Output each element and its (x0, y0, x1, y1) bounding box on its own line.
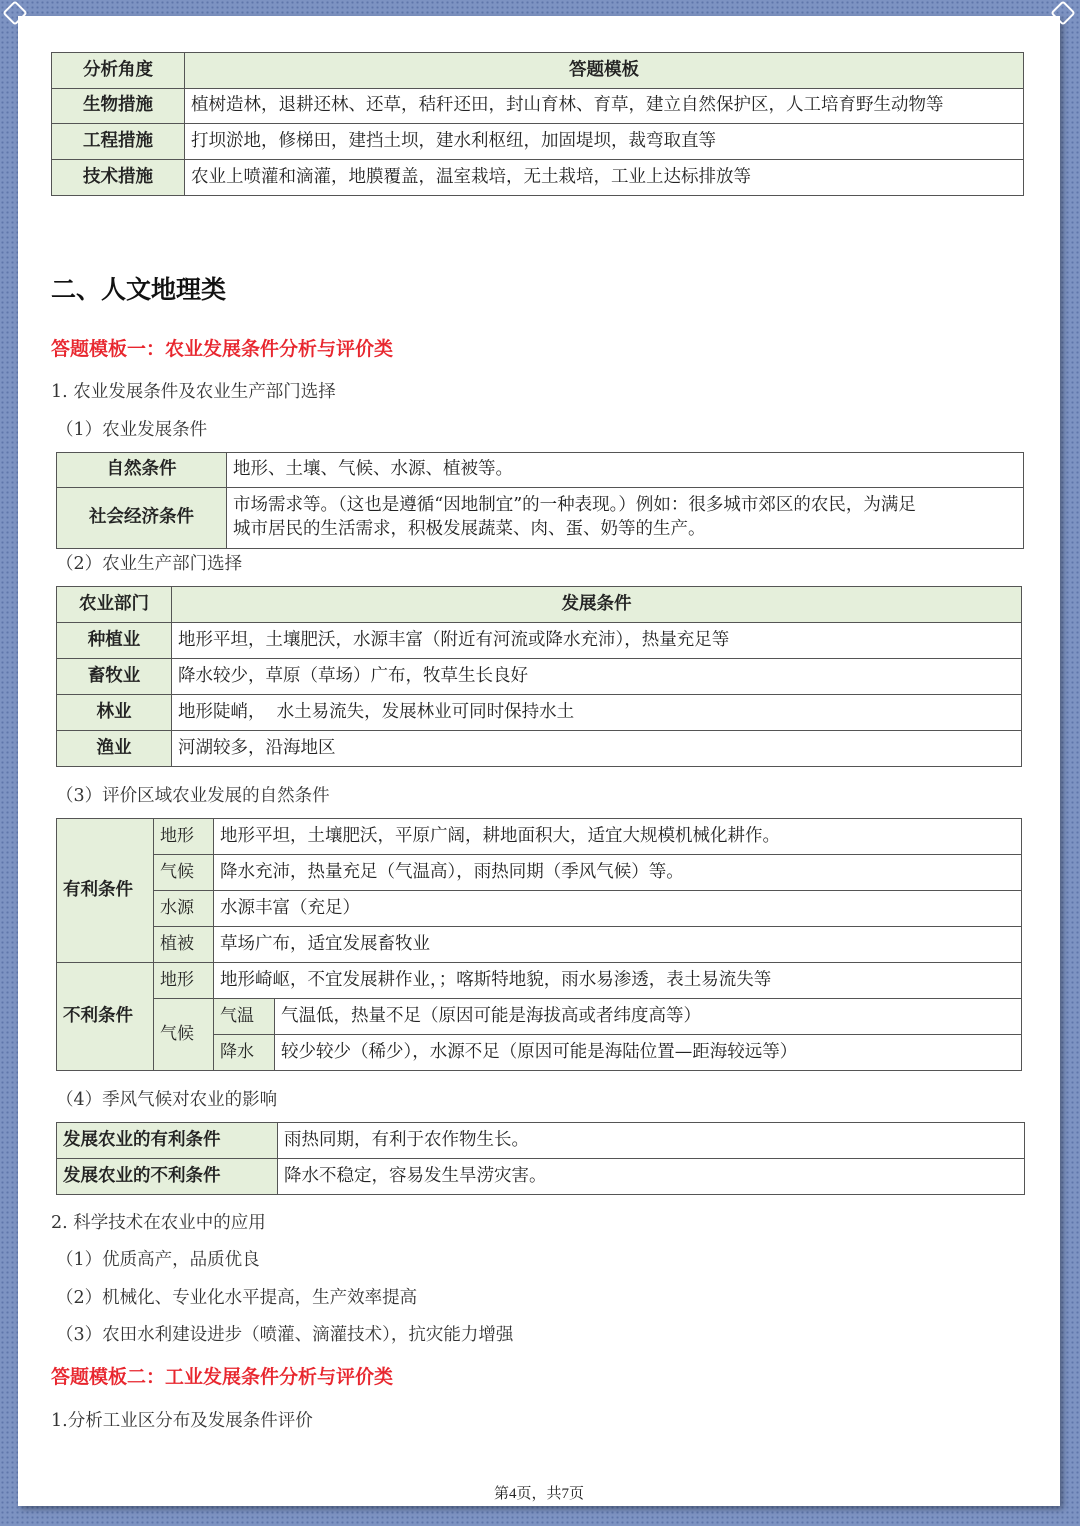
row-text: 农业上喷灌和滴灌，地膜覆盖，温室栽培，无土栽培，工业上达标排放等 (185, 160, 1024, 196)
row-label: 自然条件 (57, 453, 227, 488)
paragraph: （2）农业生产部门选择 (56, 554, 243, 574)
factor-cell: 地形 (154, 819, 214, 855)
section-title: 二、人文地理类 (51, 275, 227, 304)
template-two-title: 答题模板二：工业发展条件分析与评价类 (51, 1366, 394, 1388)
paragraph: （4）季风气候对农业的影响 (56, 1090, 278, 1110)
monsoon-table (56, 1122, 1025, 1195)
table-header: 分析角度 (52, 53, 185, 89)
row-label: 发展农业的有利条件 (57, 1123, 278, 1159)
row-text: 雨热同期，有利于农作物生长。 (278, 1123, 1025, 1159)
factor-text: 气温低，热量不足（原因可能是海拔高或者纬度高等） (275, 999, 1022, 1035)
paragraph: 2. 科学技术在农业中的应用 (51, 1213, 266, 1233)
factor-text: 较少较少（稀少），水源不足（原因可能是海陆位置—距海较远等） (275, 1035, 1022, 1071)
sector-table (56, 586, 1022, 767)
factor-text: 水源丰富（充足） (214, 891, 1022, 927)
table-header: 农业部门 (57, 587, 172, 623)
row-label: 工程措施 (52, 124, 185, 160)
factor-cell: 水源 (154, 891, 214, 927)
unfavorable-label: 不利条件 (57, 963, 154, 1071)
row-text: 打坝淤地，修梯田，建挡土坝，建水利枢纽，加固堤坝，裁弯取直等 (185, 124, 1024, 160)
conditions-table (56, 452, 1024, 549)
factor-cell: 地形 (154, 963, 214, 999)
row-label: 生物措施 (52, 89, 185, 124)
list-item: （1）优质高产，品质优良 (56, 1250, 260, 1270)
row-text: 河湖较多，沿海地区 (172, 731, 1022, 767)
row-text: 植树造林，退耕还林、还草，秸秆还田，封山育林、育草，建立自然保护区，人工培育野生动物等 (185, 89, 1024, 124)
paragraph: （1）农业发展条件 (56, 420, 208, 440)
measures-table (51, 52, 1024, 196)
paragraph: 1. 农业发展条件及农业生产部门选择 (51, 382, 336, 402)
row-label: 种植业 (57, 623, 172, 659)
table-header: 答题模板 (185, 53, 1024, 89)
paragraph: （3）评价区域农业发展的自然条件 (56, 786, 330, 806)
text-line: 市场需求等。（这也是遵循“因地制宜”的一种表现。）例如：很多城市郊区的农民，为满足 (233, 495, 916, 516)
row-label: 渔业 (57, 731, 172, 767)
table-header: 发展条件 (172, 587, 1022, 623)
factor-text: 地形平坦，土壤肥沃，平原广阔，耕地面积大，适宜大规模机械化耕作。 (214, 819, 1022, 855)
row-text: 地形、土壤、气候、水源、植被等。 (227, 453, 1024, 488)
list-item: （3）农田水利建设进步（喷灌、滴灌技术），抗灾能力增强 (56, 1325, 514, 1345)
row-text: 降水不稳定，容易发生旱涝灾害。 (278, 1159, 1025, 1195)
factor-text: 地形崎岖，不宜发展耕作业，；喀斯特地貌，雨水易渗透，表土易流失等 (214, 963, 1022, 999)
factor-cell: 气候 (154, 999, 214, 1071)
document-page (18, 16, 1060, 1506)
paragraph: 1.分析工业区分布及发展条件评价 (51, 1411, 313, 1431)
list-item: （2）机械化、专业化水平提高，生产效率提高 (56, 1288, 418, 1308)
template-one-title: 答题模板一：农业发展条件分析与评价类 (51, 338, 394, 360)
text-line: 城市居民的生活需求，积极发展蔬菜、肉、蛋、奶等的生产。 (233, 519, 706, 539)
corner-ornament (2, 0, 27, 25)
row-label: 技术措施 (52, 160, 185, 196)
factor-text: 降水充沛，热量充足（气温高），雨热同期（季风气候）等。 (214, 855, 1022, 891)
row-text: 地形平坦，土壤肥沃，水源丰富（附近有河流或降水充沛），热量充足等 (172, 623, 1022, 659)
corner-ornament (1050, 0, 1075, 25)
factor-text: 草场广布，适宜发展畜牧业 (214, 927, 1022, 963)
row-label: 社会经济条件 (57, 488, 227, 549)
evaluation-table (56, 818, 1022, 1071)
favorable-label: 有利条件 (57, 819, 154, 963)
page-footer: 第4页，共7页 (493, 1486, 584, 1502)
row-text: 降水较少，草原（草场）广布，牧草生长良好 (172, 659, 1022, 695)
row-label: 畜牧业 (57, 659, 172, 695)
factor-cell: 植被 (154, 927, 214, 963)
factor-cell: 气候 (154, 855, 214, 891)
subfactor-cell: 降水 (214, 1035, 275, 1071)
subfactor-cell: 气温 (214, 999, 275, 1035)
row-text: 地形陡峭， 水土易流失，发展林业可同时保持水土 (172, 695, 1022, 731)
row-text (227, 488, 1024, 549)
row-label: 发展农业的不利条件 (57, 1159, 278, 1195)
row-label: 林业 (57, 695, 172, 731)
